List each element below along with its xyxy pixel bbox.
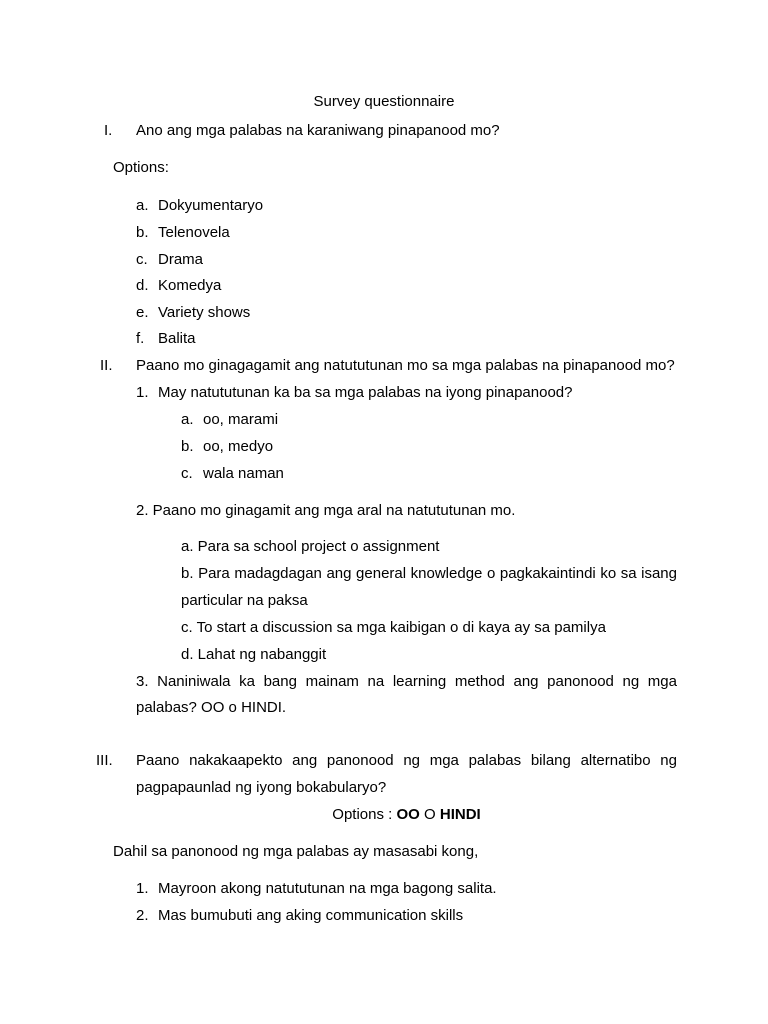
list-item: Komedya: [158, 277, 222, 294]
q3-text-line1: 3. Naniniwala ka bang mainam na learning method ang panonood ng mga: [136, 673, 677, 690]
section-3-question-line1: Paano nakakaapekto ang panonood ng mga palabas bilang alternatibo ng: [136, 752, 677, 769]
list-item: Mas bumubuti ang aking communication skills: [158, 907, 464, 924]
option-separator: O: [419, 806, 440, 823]
list-item: Balita: [158, 330, 196, 347]
options-prefix: Options :: [332, 806, 397, 823]
list-item: wala naman: [203, 465, 284, 482]
list-item: Variety shows: [158, 304, 251, 321]
q1-text: May natututunan ka ba sa mga palabas na iyong pinapanood?: [158, 384, 573, 401]
list-marker: b.: [181, 438, 194, 455]
list-marker: a.: [136, 197, 149, 214]
q2-text: 2. Paano mo ginagamit ang mga aral na natututunan mo.: [136, 502, 516, 519]
section-1-question: Ano ang mga palabas na karaniwang pinapanood mo?: [136, 122, 500, 139]
section-2-question: Paano mo ginagagamit ang natututunan mo sa mga palabas na pinapanood mo?: [136, 357, 675, 374]
option-no: HINDI: [439, 806, 481, 823]
section-3-lead: Dahil sa panonood ng mga palabas ay masasabi kong,: [113, 843, 479, 860]
list-item: Drama: [158, 251, 204, 268]
section-1-numeral: I.: [104, 122, 113, 139]
list-marker: c.: [136, 251, 148, 268]
list-marker: f.: [136, 330, 145, 347]
q1-marker: 1.: [136, 384, 149, 401]
list-marker: d.: [136, 277, 149, 294]
option-yes: OO: [396, 806, 420, 823]
section-3-numeral: III.: [96, 752, 113, 769]
list-item: Dokyumentaryo: [158, 197, 264, 214]
section-1-options-label: Options:: [113, 159, 169, 176]
list-item: Mayroon akong natututunan na mga bagong salita.: [158, 880, 497, 897]
list-marker: e.: [136, 304, 149, 321]
list-item-continuation: particular na paksa: [181, 592, 308, 609]
list-marker: a.: [181, 411, 194, 428]
list-marker: 1.: [136, 880, 149, 897]
list-item: Telenovela: [158, 224, 230, 241]
list-marker: 2.: [136, 907, 149, 924]
q3-text-line2: palabas? OO o HINDI.: [136, 699, 287, 716]
section-2-numeral: II.: [100, 357, 113, 374]
list-marker: c.: [181, 465, 193, 482]
list-item: b. Para madagdagan ang general knowledge o pagkakaintindi ko sa isang: [181, 565, 677, 582]
list-marker: b.: [136, 224, 149, 241]
list-item: a. Para sa school project o assignment: [181, 538, 440, 555]
list-item: oo, medyo: [203, 438, 274, 455]
list-item: c. To start a discussion sa mga kaibigan o di kaya ay sa pamilya: [181, 619, 606, 636]
list-item: d. Lahat ng nabanggit: [181, 646, 327, 663]
document-title: Survey questionnaire: [313, 93, 455, 110]
section-3-question-line2: pagpapaunlad ng iyong bokabularyo?: [136, 779, 387, 796]
list-item: oo, marami: [203, 411, 279, 428]
section-3-options: [136, 806, 677, 824]
